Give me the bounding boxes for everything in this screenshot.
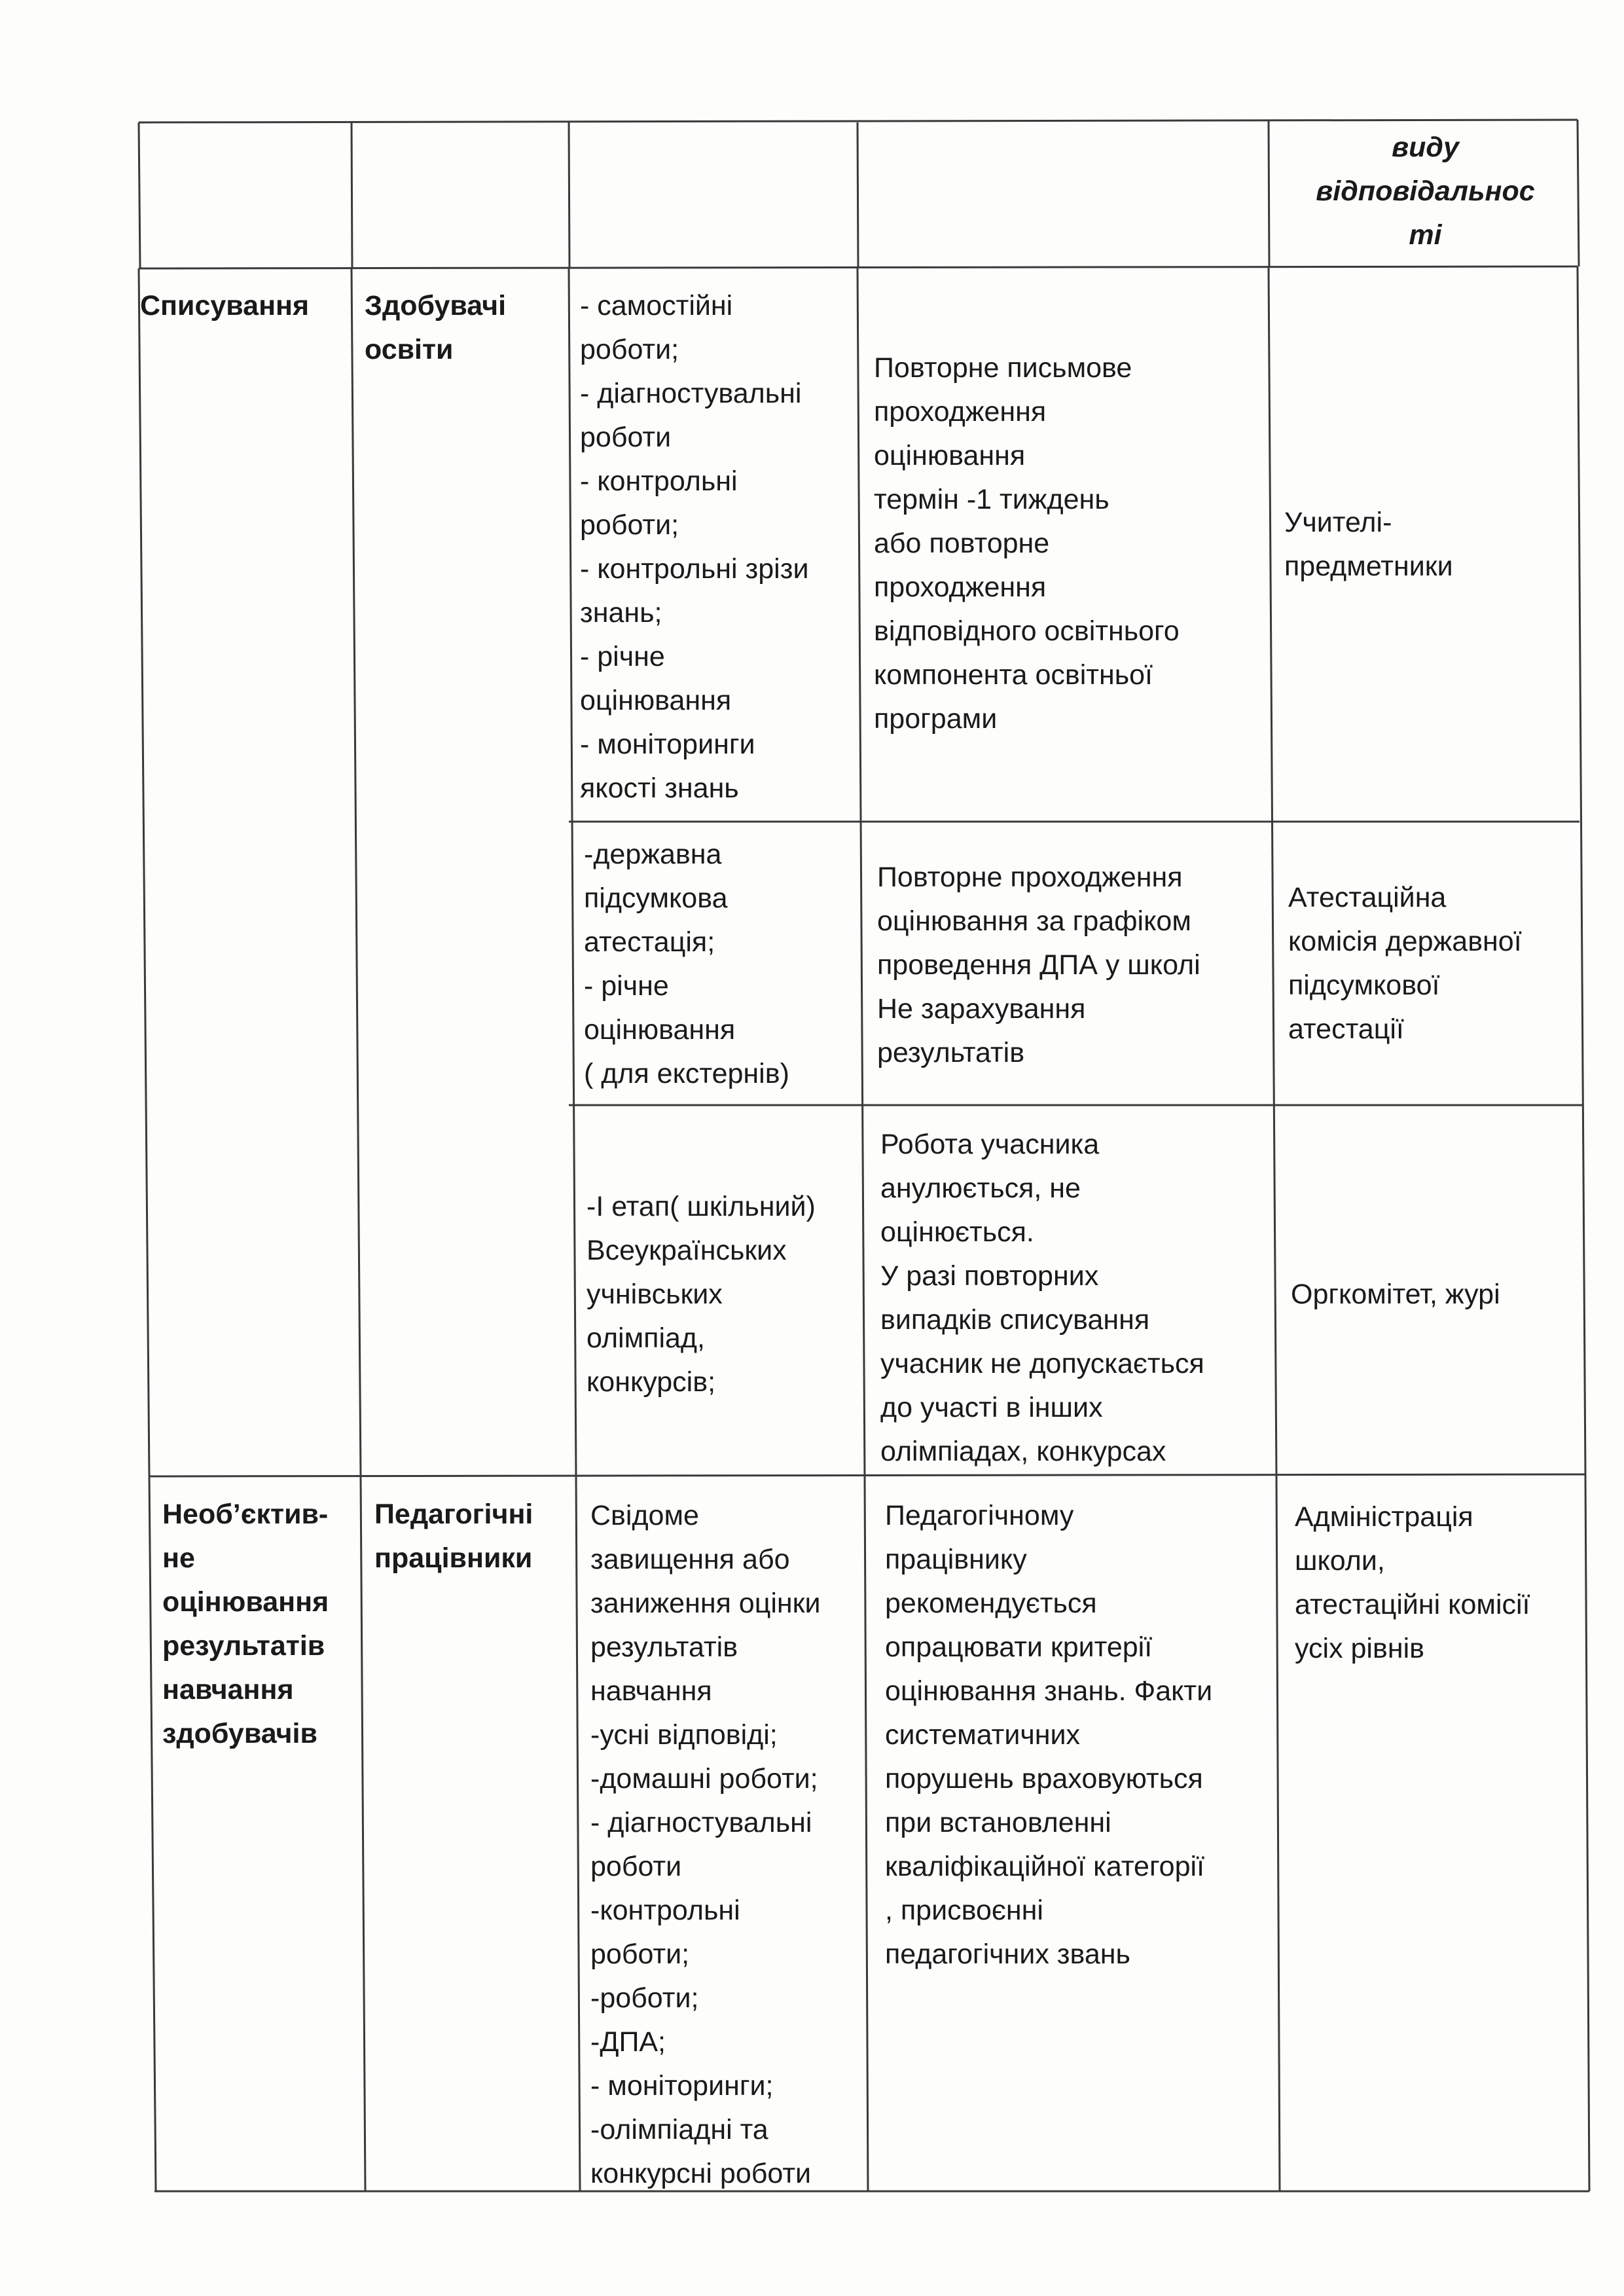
subject-teachers: Педагогічні працівники bbox=[374, 1499, 533, 1574]
responsible-cheating-2: Атестаційна комісія державної підсумкової атестації bbox=[1288, 882, 1522, 1045]
cases-cheating-2: -державна підсумкова атестація; - річне оцінювання ( для екстернів) bbox=[584, 839, 789, 1089]
cases-biased-assessment: Свідоме завищення або заниження оцінки результатів навчання -усні відповіді; -домашні роботи; - діагностувальні роботи -контрольні роботи; -роботи; -ДПА; - моніторинги; -олімпіадні та конкурсні роботи bbox=[590, 1500, 821, 2189]
subject-learners: Здобувачі освіти bbox=[365, 290, 507, 365]
responsible-biased-assessment: Адміністрація школи, атестаційні комісії усіх рівнів bbox=[1295, 1501, 1530, 1664]
measures-biased-assessment: Педагогічному працівнику рекомендується опрацювати критерії оцінювання знань. Факти систематичних порушень враховуються при встановленні кваліфікаційної категорії , присвоєнні педагогічних звань bbox=[885, 1500, 1213, 1970]
responsible-cheating-1: Учителі- предметники bbox=[1284, 507, 1453, 582]
violation-cheating: Списування bbox=[140, 290, 310, 321]
violation-biased-assessment: Необ’єктив- не оцінювання результатів навчання здобувачів bbox=[162, 1499, 329, 1749]
cases-cheating-1: - самостійні роботи; - діагностувальні роботи - контрольні роботи; - контрольні зрізи знань; - річне оцінювання - моніторинги якості знань bbox=[580, 290, 809, 804]
cases-cheating-3: -І етап( шкільний) Всеукраїнських учнівських олімпіад, конкурсів; bbox=[586, 1191, 816, 1398]
responsible-cheating-3: Оргкомітет, журі bbox=[1291, 1279, 1500, 1310]
measures-cheating-1: Повторне письмове проходження оцінювання термін -1 тиждень або повторне проходження відповідного освітнього компонента освітньої програми bbox=[874, 352, 1180, 735]
measures-cheating-2: Повторне проходження оцінювання за графіком проведення ДПА у школі Не зарахування результатів bbox=[877, 862, 1200, 1068]
measures-cheating-3: Робота учасника анулюється, не оцінюється. У разі повторних випадків списування учасник не допускається до участі в інших олімпіадах, конкурсах bbox=[880, 1129, 1204, 1467]
header-responsibility-type: виду відповідальнос ті bbox=[1316, 132, 1535, 251]
